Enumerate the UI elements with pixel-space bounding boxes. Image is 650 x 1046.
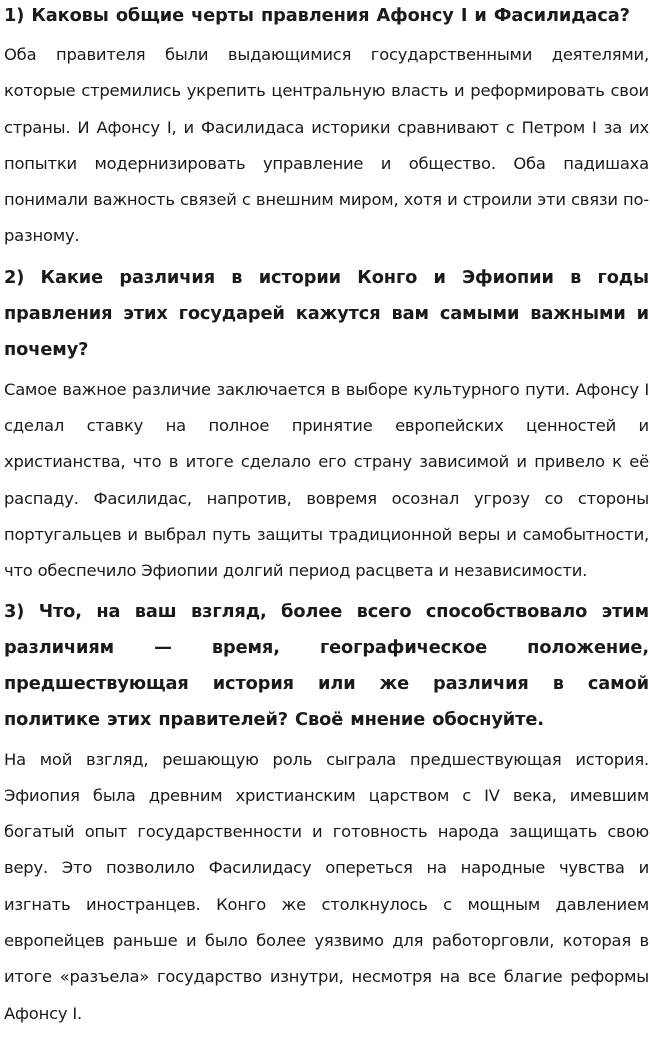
question-2-heading: 2) Какие различия в истории Конго и Эфиопии в годы правления этих государей кажутся вам самыми важными и почему? bbox=[4, 267, 649, 360]
document-page bbox=[4, 0, 649, 1032]
question-1-heading: 1) Каковы общие черты правления Афонсу I и Фасилидаса? bbox=[4, 6, 630, 26]
answer-1-paragraph: Оба правителя были выдающимися государственными деятелями, которые стремились укрепить центральную власть и реформировать свои страны. И Афонсу I, и Фасилидаса историки сравнивают с Петром I за их попытки модернизировать управление и общество. Оба падишаха понимали важность связей с внешним миром, хотя и строили эти связи по-разному. bbox=[4, 45, 649, 246]
answer-2-paragraph: Самое важное различие заключается в выборе культурного пути. Афонсу I сделал ставку на полное принятие европейских ценностей и христианства, что в итоге сделало его страну зависимой и привело к её распаду. Фасилидас, напротив, вовремя осознал угрозу со стороны португальцев и выбрал путь защиты традиционной веры и самобытности, что обеспечило Эфиопии долгий период расцвета и независимости. bbox=[4, 379, 649, 581]
question-3-heading: 3) Что, на ваш взгляд, более всего способствовало этим различиям — время, географическое положение, предшествующая история или же различия в самой политике этих правителей? Своё мнение обоснуйте. bbox=[4, 601, 649, 730]
answer-3-paragraph: На мой взгляд, решающую роль сыграла предшествующая история. Эфиопия была древним христианским царством с IV века, имевшим богатый опыт государственности и готовность народа защищать свою веру. Это позволило Фасилидасу опереться на народные чувства и изгнать иностранцев. Конго же столкнулось с мощным давлением европейцев раньше и было более уязвимо для работорговли, которая в итоге «разъела» государство изнутри, несмотря на все благие реформы Афонсу I. bbox=[4, 749, 649, 1023]
